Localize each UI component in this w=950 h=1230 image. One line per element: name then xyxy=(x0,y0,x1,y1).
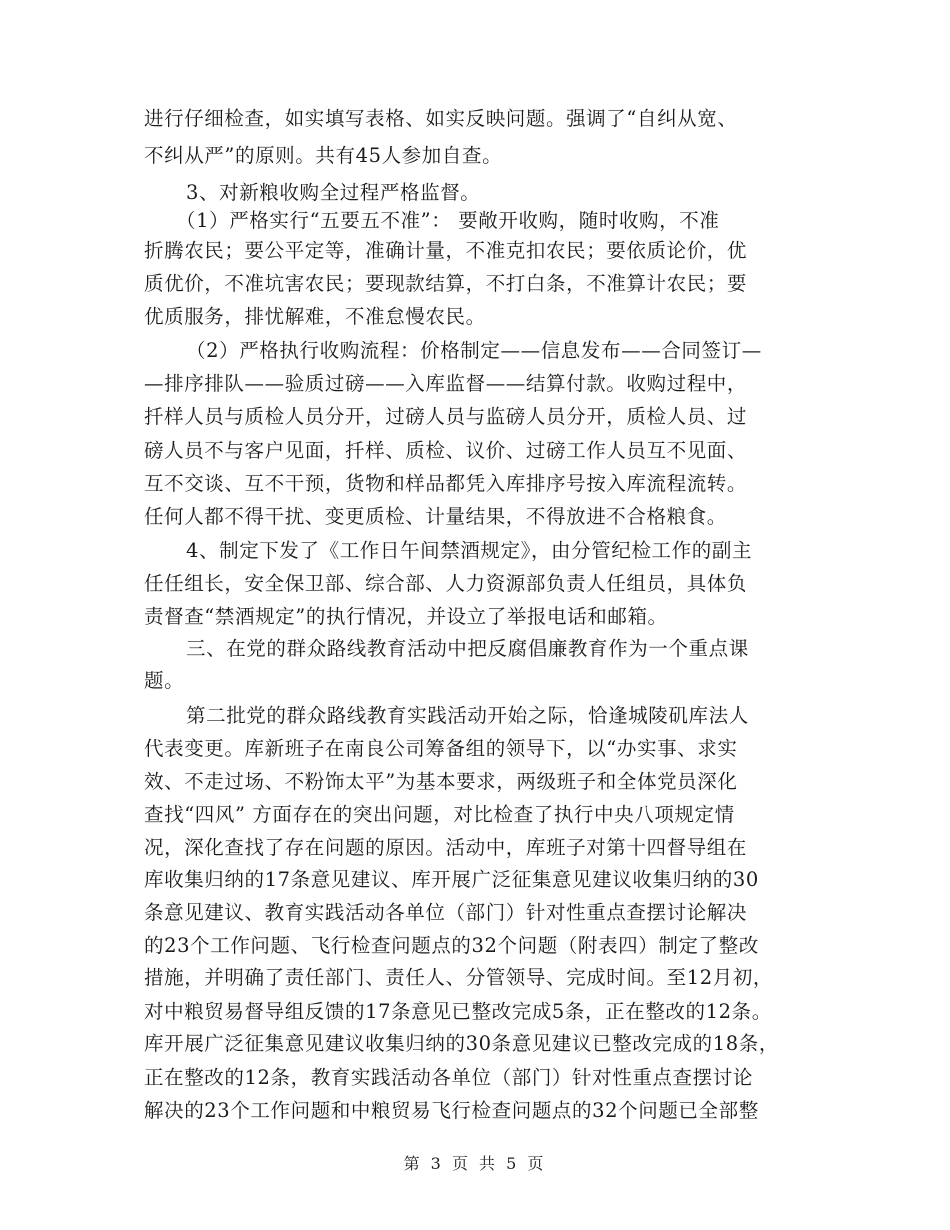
text-line: 3、对新粮收购全过程严格监督。 xyxy=(186,181,481,204)
text-line: —排序排队——验质过磅——入库监督——结算付款。收购过程中， xyxy=(144,372,748,395)
text-line: 互不交谈、互不干预，货物和样品都凭入库排序号按入库流程流转。 xyxy=(144,472,748,495)
text-line: 磅人员不与客户见面，扦样、质检、议价、过磅工作人员互不见面、 xyxy=(144,439,748,462)
text-line: 况，深化查找了存在问题的原因。活动中，库班子对第十四督导组在 xyxy=(144,836,748,859)
text-line: 任何人都不得干扰、变更质检、计量结果，不得放进不合格粮食。 xyxy=(144,505,727,528)
page-number-footer: 第 3 页 共 5 页 xyxy=(403,1154,547,1173)
text-line: 不纠从严”的原则。共有45人参加自查。 xyxy=(144,144,503,167)
text-line: 条意见建议、教育实践活动各单位（部门）针对性重点查摆讨论解决 xyxy=(144,901,748,924)
section-heading: 三、在党的群众路线教育活动中把反腐倡廉教育作为一个重点课 xyxy=(186,637,749,660)
text-line: 质优价，不准坑害农民；要现款结算，不打白条，不准算计农民；要 xyxy=(144,272,748,295)
text-line: 4、制定下发了《工作日午间禁酒规定》，由分管纪检工作的副主 xyxy=(186,539,753,562)
section-heading: 题。 xyxy=(144,669,185,692)
text-line: 正在整改的12条，教育实践活动各单位（部门）针对性重点查摆讨论 xyxy=(144,1066,753,1089)
text-line: 任任组长，安全保卫部、综合部、人力资源部负责人任组员，具体负 xyxy=(144,572,748,595)
text-line: 代表变更。库新班子在南良公司筹备组的领导下，以“办实事、求实 xyxy=(144,737,738,760)
text-line: 的23个工作问题、飞行检查问题点的32个问题（附表四）制定了整改 xyxy=(144,934,759,957)
text-line: （2）严格执行收购流程：价格制定——信息发布——合同签订— xyxy=(186,339,762,362)
text-line: 扦样人员与质检人员分开，过磅人员与监磅人员分开，质检人员、过 xyxy=(144,405,748,428)
text-line: 查找“四风” 方面存在的突出问题，对比检查了执行中央八项规定情 xyxy=(144,803,735,826)
text-line: 库开展广泛征集意见建议收集归纳的30条意见建议已整改完成的18条， xyxy=(144,1032,779,1055)
text-line: 库收集归纳的17条意见建议、库开展广泛征集意见建议收集归纳的30 xyxy=(144,868,759,891)
text-line: 措施，并明确了责任部门、责任人、分管领导、完成时间。至12月初， xyxy=(144,966,774,989)
text-line: 折腾农民；要公平定等，准确计量，不准克扣农民；要依质论价，优 xyxy=(144,239,748,262)
text-line: （1）严格实行“五要五不准”： 要敞开收购，随时收购，不准 xyxy=(176,209,720,232)
text-line: 效、不走过场、不粉饰太平”为基本要求，两级班子和全体党员深化 xyxy=(144,770,738,793)
text-line: 责督查“禁酒规定”的执行情况，并设立了举报电话和邮箱。 xyxy=(144,605,668,628)
text-line: 解决的23个工作问题和中粮贸易飞行检查问题点的32个问题已全部整 xyxy=(144,1099,759,1122)
text-line: 第二批党的群众路线教育实践活动开始之际，恰逢城陵矶库法人 xyxy=(186,704,749,727)
text-line: 优质服务，排忧解难，不准怠慢农民。 xyxy=(144,305,486,328)
text-line: 进行仔细检查，如实填写表格、如实反映问题。强调了“自纠从宽、 xyxy=(144,107,738,130)
text-line: 对中粮贸易督导组反馈的17条意见已整改完成5条，正在整改的12条。 xyxy=(144,1000,772,1023)
